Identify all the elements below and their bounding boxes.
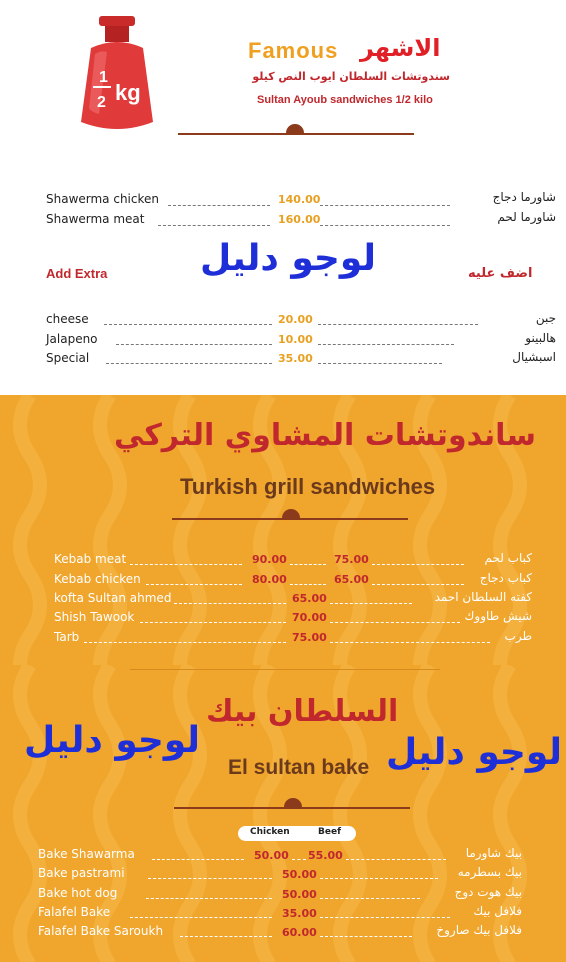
dotted-leader (158, 225, 270, 226)
extras-title-en: Add Extra (46, 266, 108, 281)
famous-subtitle-ar: سندوتشات السلطان ايوب النص كيلو (252, 70, 450, 83)
famous-title-ar: الاشهر (360, 34, 441, 62)
menu-item-price: 50.00 (282, 868, 317, 881)
col-beef-label: Beef (318, 827, 341, 837)
menu-item-ar: شاورما لحم (497, 210, 556, 224)
famous-title-en: Famous (248, 38, 339, 63)
menu-item-ar: كفته السلطان احمد (434, 590, 532, 604)
menu-item-ar: كباب لحم (484, 551, 532, 565)
menu-item-price: 75.00 (292, 631, 327, 644)
extra-item-price: 10.00 (278, 333, 313, 346)
menu-item-ar: بيك بسطرمه (457, 865, 522, 879)
sultan-title-en: El sultan bake (228, 756, 370, 779)
dotted-leader (152, 859, 244, 860)
extra-item-ar: هالبينو (525, 331, 556, 345)
dotted-leader (84, 642, 286, 643)
menu-item-ar: طرب (504, 629, 532, 643)
dotted-leader (292, 859, 306, 860)
menu-item-ar: بيك شاورما (465, 846, 522, 860)
menu-item-en: Bake pastrami (38, 866, 125, 880)
dotted-leader (320, 917, 450, 918)
menu-item-en: Bake Shawarma (38, 847, 135, 861)
dotted-leader (320, 878, 438, 879)
menu-item-price: 50.00 (282, 888, 317, 901)
dotted-leader (146, 584, 242, 585)
menu-item-en: Tarb (54, 630, 80, 644)
menu-item-price-2: 65.00 (334, 573, 369, 586)
extra-item-en: Special (46, 351, 90, 365)
dotted-leader (168, 205, 270, 206)
dotted-leader (180, 936, 272, 937)
menu-item-ar: فلافل بيك (473, 904, 522, 918)
dotted-leader (104, 324, 272, 325)
menu-item-price: 35.00 (282, 907, 317, 920)
weight-kg-icon (77, 14, 157, 134)
extra-item-ar: جبن (535, 311, 556, 325)
dotted-leader (320, 225, 450, 226)
watermark-text: لوجو دليل (386, 732, 562, 773)
dotted-leader (372, 584, 464, 585)
menu-item-price-1: 80.00 (252, 573, 287, 586)
menu-item-ar: بيك هوت دوج (454, 885, 522, 899)
menu-item-price: 70.00 (292, 611, 327, 624)
dotted-leader (148, 878, 272, 879)
menu-item-en: Shawerma chicken (46, 192, 159, 206)
menu-item-price-1: 50.00 (254, 849, 289, 862)
svg-text:1: 1 (99, 69, 108, 86)
menu-item-en: Falafel Bake (38, 905, 111, 919)
dotted-leader (130, 564, 242, 565)
section-separator (130, 669, 440, 670)
dotted-leader (318, 363, 442, 364)
dotted-leader (290, 564, 326, 565)
dotted-leader (320, 205, 450, 206)
dotted-leader (372, 564, 464, 565)
dotted-leader (330, 622, 460, 623)
dotted-leader (320, 936, 412, 937)
dotted-leader (290, 584, 326, 585)
menu-item-en: Kebab meat (54, 552, 127, 566)
watermark-text: لوجو دليل (24, 720, 200, 761)
watermark-text: لوجو دليل (200, 238, 376, 279)
extra-item-price: 35.00 (278, 352, 313, 365)
turkish-title-ar: ساندوتشات المشاوي التركي (114, 418, 536, 453)
extra-item-price: 20.00 (278, 313, 313, 326)
menu-item-en: kofta Sultan ahmed (54, 591, 172, 605)
menu-item-en: Shish Tawook (54, 610, 135, 624)
menu-item-price: 160.00 (278, 213, 321, 226)
menu-item-en: Falafel Bake Saroukh (38, 924, 164, 938)
menu-item-price: 60.00 (282, 926, 317, 939)
extra-item-en: cheese (46, 312, 89, 326)
extra-item-en: Jalapeno (46, 332, 98, 346)
dotted-leader (346, 859, 446, 860)
menu-item-ar: شيش طاووك (464, 609, 532, 623)
menu-item-ar: شاورما دجاج (492, 190, 556, 204)
col-chicken-label: Chicken (250, 827, 290, 837)
column-header-pill (238, 826, 356, 841)
menu-item-price-2: 75.00 (334, 553, 369, 566)
dotted-leader (106, 363, 272, 364)
dotted-leader (140, 622, 286, 623)
menu-item-ar: كباب دجاج (479, 571, 532, 585)
dotted-leader (318, 324, 478, 325)
svg-text:kg: kg (115, 80, 141, 105)
menu-item-price: 65.00 (292, 592, 327, 605)
menu-item-ar: فلافل بيك صاروخ (436, 923, 522, 937)
extra-item-ar: اسبشيال (512, 350, 556, 364)
dotted-leader (330, 642, 490, 643)
dotted-leader (116, 344, 272, 345)
menu-item-en: Shawerma meat (46, 212, 145, 226)
menu-item-price: 140.00 (278, 193, 321, 206)
dotted-leader (320, 898, 420, 899)
menu-item-en: Kebab chicken (54, 572, 141, 586)
menu-item-price-1: 90.00 (252, 553, 287, 566)
extras-title-ar: اضف عليه (468, 266, 533, 281)
dotted-leader (174, 603, 286, 604)
dotted-leader (130, 917, 272, 918)
menu-item-price-2: 55.00 (308, 849, 343, 862)
sultan-title-ar: السلطان بيك (206, 694, 399, 729)
turkish-title-en: Turkish grill sandwiches (180, 474, 436, 499)
famous-subtitle-en: Sultan Ayoub sandwiches 1/2 kilo (257, 94, 433, 106)
dotted-leader (318, 344, 454, 345)
dotted-leader (146, 898, 272, 899)
dotted-leader (330, 603, 412, 604)
menu-item-en: Bake hot dog (38, 886, 118, 900)
svg-text:2: 2 (97, 94, 106, 111)
